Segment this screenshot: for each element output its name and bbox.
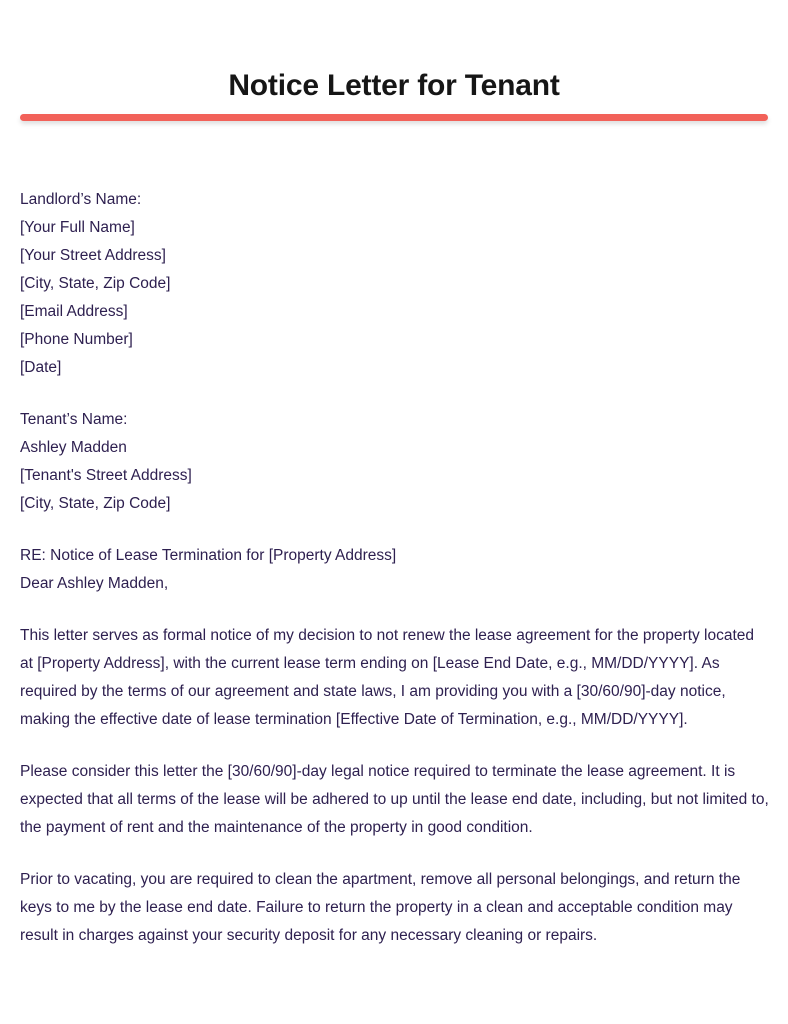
subject-block: [20, 542, 770, 598]
page-title: Notice Letter for Tenant: [228, 69, 560, 103]
body-paragraph-2: Please consider this letter the [30/60/90]-day legal notice required to terminate the lease agreement. It is expected that all terms of the lease will be adhered to up until the lease end date, including, but not limited to, the payment of rent and the maintenance of the property in good condition.: [20, 763, 769, 836]
accent-divider-bar: [20, 114, 768, 121]
tenant-address-block: [20, 406, 770, 518]
re-line: RE: Notice of Lease Termination for [Property Address]: [20, 547, 397, 564]
landlord-email: [Email Address]: [20, 303, 128, 320]
landlord-phone: [Phone Number]: [20, 331, 133, 348]
accent-divider: [20, 114, 768, 126]
letter-body: [20, 186, 770, 950]
body-paragraph-3: Prior to vacating, you are required to clean the apartment, remove all personal belongings, and return the keys to me by the lease end date. Failure to return the property in a clean and acceptable condition may result in charges against your security deposit for any necessary cleaning or repairs.: [20, 871, 741, 944]
letter-date: [Date]: [20, 359, 62, 376]
salutation: Dear Ashley Madden,: [20, 575, 169, 592]
tenant-street-address: [Tenant's Street Address]: [20, 467, 192, 484]
landlord-name-label: Landlord’s Name:: [20, 191, 142, 208]
landlord-address-block: [20, 186, 770, 382]
tenant-name-label: Tenant’s Name:: [20, 411, 128, 428]
landlord-full-name: [Your Full Name]: [20, 219, 135, 236]
landlord-street-address: [Your Street Address]: [20, 247, 166, 264]
tenant-full-name: Ashley Madden: [20, 439, 127, 456]
body-paragraph-1: This letter serves as formal notice of my decision to not renew the lease agreement for the property located at [Property Address], with the current lease term ending on [Lease End Date, e.g., MM/DD/YYYY]. As required by the terms of our agreement and state laws, I am providing you with a [30/60/90]-day notice, making the effective date of lease termination [Effective Date of Termination, e.g., MM/DD/YYYY].: [20, 627, 755, 728]
tenant-city-state-zip: [City, State, Zip Code]: [20, 495, 171, 512]
landlord-city-state-zip: [City, State, Zip Code]: [20, 275, 171, 292]
